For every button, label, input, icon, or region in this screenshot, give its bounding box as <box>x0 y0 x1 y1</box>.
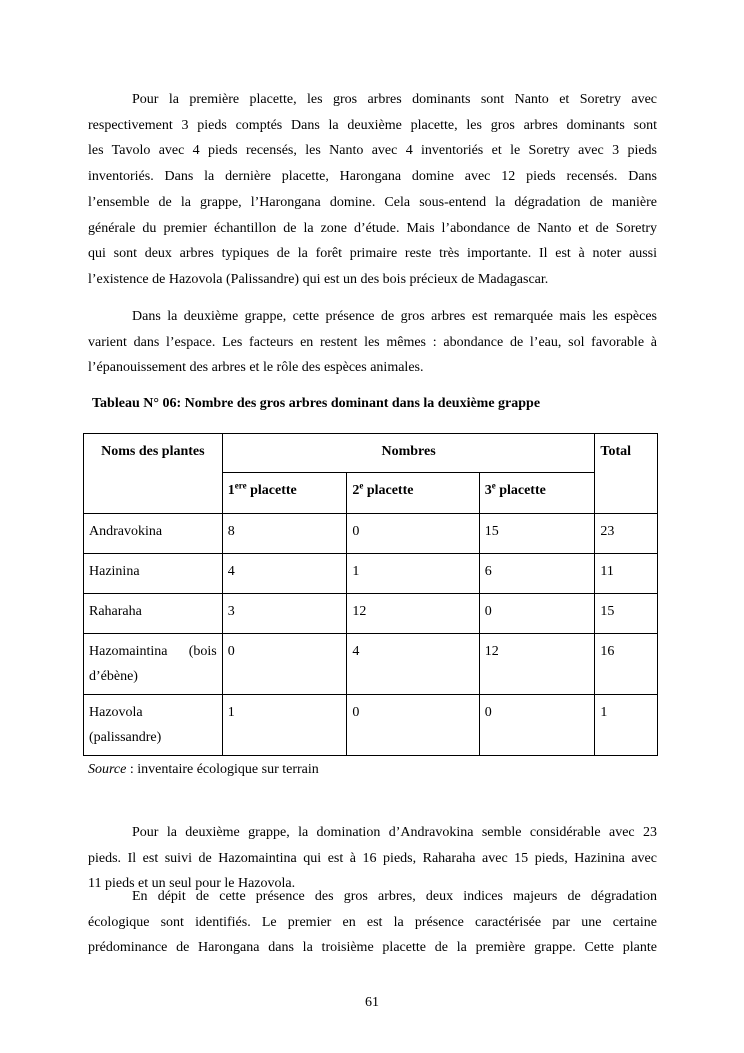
text-line: varient dans l’espace. Les facteurs en restent les mêmes : abondance de l’eau, sol favorable à <box>88 334 657 350</box>
page-number: 61 <box>365 995 379 1010</box>
text-line: l’épanouissement des arbres et le rôle des espèces animales. <box>88 360 424 376</box>
source-label: Source <box>88 762 127 777</box>
cell-placette-3: 15 <box>479 514 595 554</box>
table-caption: Tableau N° 06: Nombre des gros arbres dominant dans la deuxième grappe <box>92 396 541 411</box>
cell-total: 23 <box>595 514 658 554</box>
text-line: Pour la deuxième grappe, la domination d’Andravokina semble considérable avec 23 <box>132 825 657 840</box>
cell-placette-2: 0 <box>347 695 479 756</box>
cell-placette-1: 0 <box>222 634 347 695</box>
table-row <box>84 695 658 756</box>
text-line: qui sont deux arbres typiques de la forêt primaire reste très importante. Il est à noter aussi <box>88 246 657 262</box>
text-line: 11 pieds et un seul pour le Hazovola. <box>88 876 296 892</box>
cell-placette-1: 8 <box>222 514 347 554</box>
cell-plant-name: Raharaha <box>84 594 223 634</box>
text-line: prédominance de Harongana dans la troisième placette de la première grappe. Cette plante <box>88 940 657 956</box>
cell-placette-3: 12 <box>479 634 595 695</box>
header-placette-1: 1ere placette <box>222 473 347 514</box>
cell-total: 1 <box>595 695 658 756</box>
text-line: générale du premier échantillon de la zone d’étude. Mais l’abondance de Nanto et de Soretry <box>88 220 657 236</box>
cell-total: 15 <box>595 594 658 634</box>
text-line: Dans la deuxième grappe, cette présence de gros arbres est remarquée mais les espèces <box>132 309 657 324</box>
text-line: En dépit de cette présence des gros arbres, deux indices majeurs de dégradation <box>132 889 657 904</box>
table-header-row <box>84 434 658 473</box>
paragraph-deuxieme-grappe <box>88 304 657 381</box>
cell-plant-name: Andravokina <box>84 514 223 554</box>
paragraph-premiere-grappe <box>88 87 657 293</box>
dominant-trees-table <box>83 433 658 756</box>
cell-placette-1: 1 <box>222 695 347 756</box>
cell-placette-3: 0 <box>479 594 595 634</box>
header-numbers: Nombres <box>222 434 595 473</box>
table-source <box>88 762 319 778</box>
header-plants: Noms des plantes <box>84 434 223 514</box>
cell-placette-2: 12 <box>347 594 479 634</box>
text-line: respectivement 3 pieds comptés Dans la deuxième placette, les gros arbres dominants sont <box>88 117 657 133</box>
cell-plant-name: Hazovola (palissandre) <box>84 695 223 756</box>
header-placette-3: 3e placette <box>479 473 595 514</box>
text-line: Pour la première placette, les gros arbres dominants sont Nanto et Soretry avec <box>132 92 657 107</box>
header-placette-2: 2e placette <box>347 473 479 514</box>
cell-placette-1: 4 <box>222 554 347 594</box>
table-row <box>84 554 658 594</box>
table-row <box>84 514 658 554</box>
cell-placette-3: 6 <box>479 554 595 594</box>
text-line: écologique sont identifiés. Le premier en est la présence caractérisée par une certaine <box>88 914 657 930</box>
text-line: pieds. Il est suivi de Hazomaintina qui est à 16 pieds, Raharaha avec 15 pieds, Hazinina avec <box>88 850 657 866</box>
cell-total: 16 <box>595 634 658 695</box>
cell-placette-3: 0 <box>479 695 595 756</box>
text-line: l’existence de Hazovola (Palissandre) qui est un des bois précieux de Madagascar. <box>88 271 549 287</box>
header-total: Total <box>595 434 658 514</box>
cell-total: 11 <box>595 554 658 594</box>
paragraph-degradation <box>88 884 657 961</box>
text-line: inventoriés. Dans la dernière placette, Harongana domine avec 12 pieds recensés. Dans <box>88 169 657 185</box>
text-line: l’ensemble de la grappe, l’Harongana domine. Cela sous-entend la dégradation de manière <box>88 194 657 210</box>
table-row <box>84 594 658 634</box>
cell-placette-2: 4 <box>347 634 479 695</box>
source-text: : inventaire écologique sur terrain <box>126 762 319 777</box>
text-line: les Tavolo avec 4 pieds recensés, les Nanto avec 4 inventoriés et le Soretry avec 3 pieds <box>88 143 657 159</box>
cell-placette-2: 1 <box>347 554 479 594</box>
cell-plant-name: Hazinina <box>84 554 223 594</box>
cell-placette-2: 0 <box>347 514 479 554</box>
cell-placette-1: 3 <box>222 594 347 634</box>
cell-plant-name: Hazomaintina (bois d’ébène) <box>84 634 223 695</box>
table-row <box>84 634 658 695</box>
